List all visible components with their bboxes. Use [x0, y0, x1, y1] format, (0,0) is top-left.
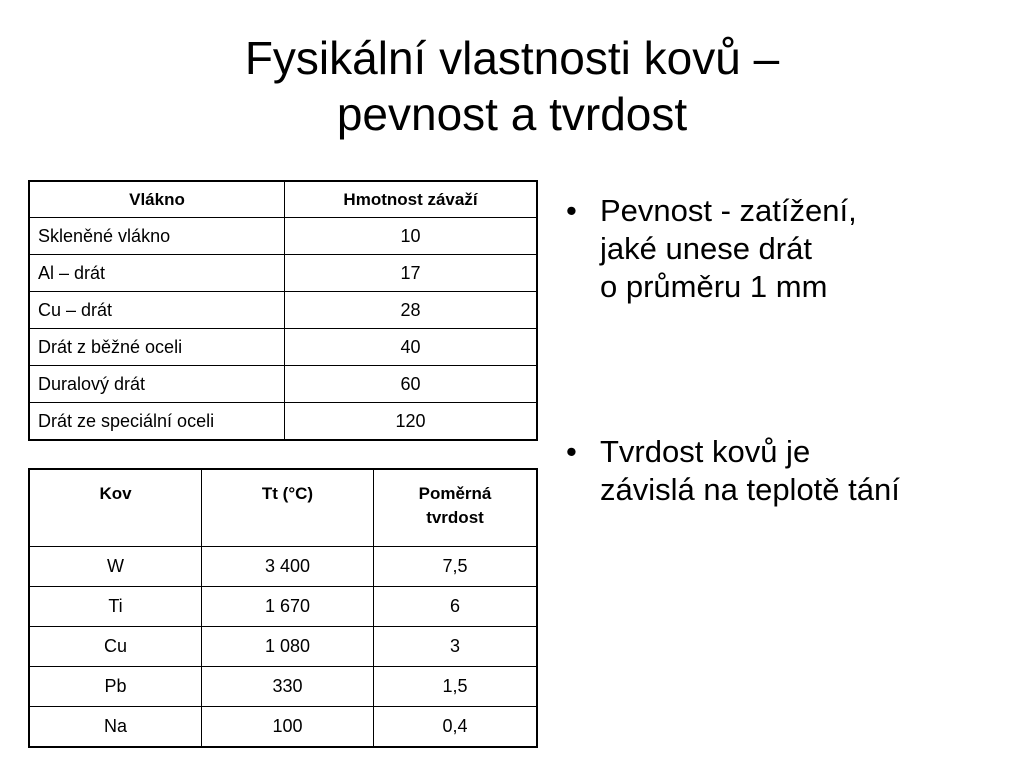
cell-weight: 120	[285, 403, 538, 441]
table-row	[29, 329, 537, 366]
cell-fiber: Drát z běžné oceli	[29, 329, 285, 366]
table-header-row	[29, 469, 537, 547]
bullet-list	[560, 192, 1010, 509]
cell-metal: Pb	[29, 667, 202, 707]
table-row	[29, 366, 537, 403]
table-row	[29, 403, 537, 441]
bullet-hardness	[560, 433, 1010, 509]
cell-hardness: 0,4	[374, 707, 538, 748]
bullet-strength-line-2: jaké unese drát	[600, 231, 812, 266]
cell-weight: 10	[285, 218, 538, 255]
cell-weight: 28	[285, 292, 538, 329]
table-row	[29, 707, 537, 748]
header-metal: Kov	[29, 469, 202, 547]
header-weight: Hmotnost závaží	[285, 181, 538, 218]
table-row	[29, 667, 537, 707]
wire-strength-table	[28, 180, 538, 441]
cell-fiber: Drát ze speciální oceli	[29, 403, 285, 441]
cell-weight: 17	[285, 255, 538, 292]
table-row	[29, 218, 537, 255]
slide-title	[0, 30, 1024, 142]
cell-fiber: Cu – drát	[29, 292, 285, 329]
cell-melting-point: 100	[202, 707, 374, 748]
table-row	[29, 292, 537, 329]
table-row	[29, 255, 537, 292]
metal-hardness-table	[28, 468, 538, 748]
header-melting-point: Tt (°C)	[202, 469, 374, 547]
cell-melting-point: 1 080	[202, 627, 374, 667]
cell-metal: Na	[29, 707, 202, 748]
cell-fiber: Skleněné vlákno	[29, 218, 285, 255]
bullet-strength-line-1: Pevnost - zatížení,	[600, 193, 857, 228]
bullet-marker: •	[566, 193, 577, 228]
cell-hardness: 7,5	[374, 547, 538, 587]
header-fiber: Vlákno	[29, 181, 285, 218]
bullet-hardness-line-2: závislá na teplotě tání	[600, 472, 900, 507]
bullet-hardness-line-1: Tvrdost kovů je	[600, 434, 811, 469]
cell-metal: Ti	[29, 587, 202, 627]
cell-melting-point: 330	[202, 667, 374, 707]
cell-fiber: Duralový drát	[29, 366, 285, 403]
bullet-marker: •	[566, 434, 577, 469]
table-row	[29, 627, 537, 667]
cell-fiber: Al – drát	[29, 255, 285, 292]
bullet-strength-line-3: o průměru 1 mm	[600, 269, 828, 304]
cell-weight: 40	[285, 329, 538, 366]
cell-metal: Cu	[29, 627, 202, 667]
cell-hardness: 1,5	[374, 667, 538, 707]
cell-melting-point: 1 670	[202, 587, 374, 627]
table-row	[29, 547, 537, 587]
title-line-1: Fysikální vlastnosti kovů –	[244, 32, 780, 84]
cell-melting-point: 3 400	[202, 547, 374, 587]
header-relative-hardness	[374, 469, 538, 547]
header-relative-hardness-line2: tvrdost	[426, 508, 484, 527]
cell-metal: W	[29, 547, 202, 587]
title-line-2: pevnost a tvrdost	[336, 88, 688, 140]
cell-hardness: 3	[374, 627, 538, 667]
header-relative-hardness-line1: Poměrná	[418, 484, 492, 503]
cell-weight: 60	[285, 366, 538, 403]
table-header-row	[29, 181, 537, 218]
table-row	[29, 587, 537, 627]
bullet-strength	[560, 192, 1010, 306]
cell-hardness: 6	[374, 587, 538, 627]
